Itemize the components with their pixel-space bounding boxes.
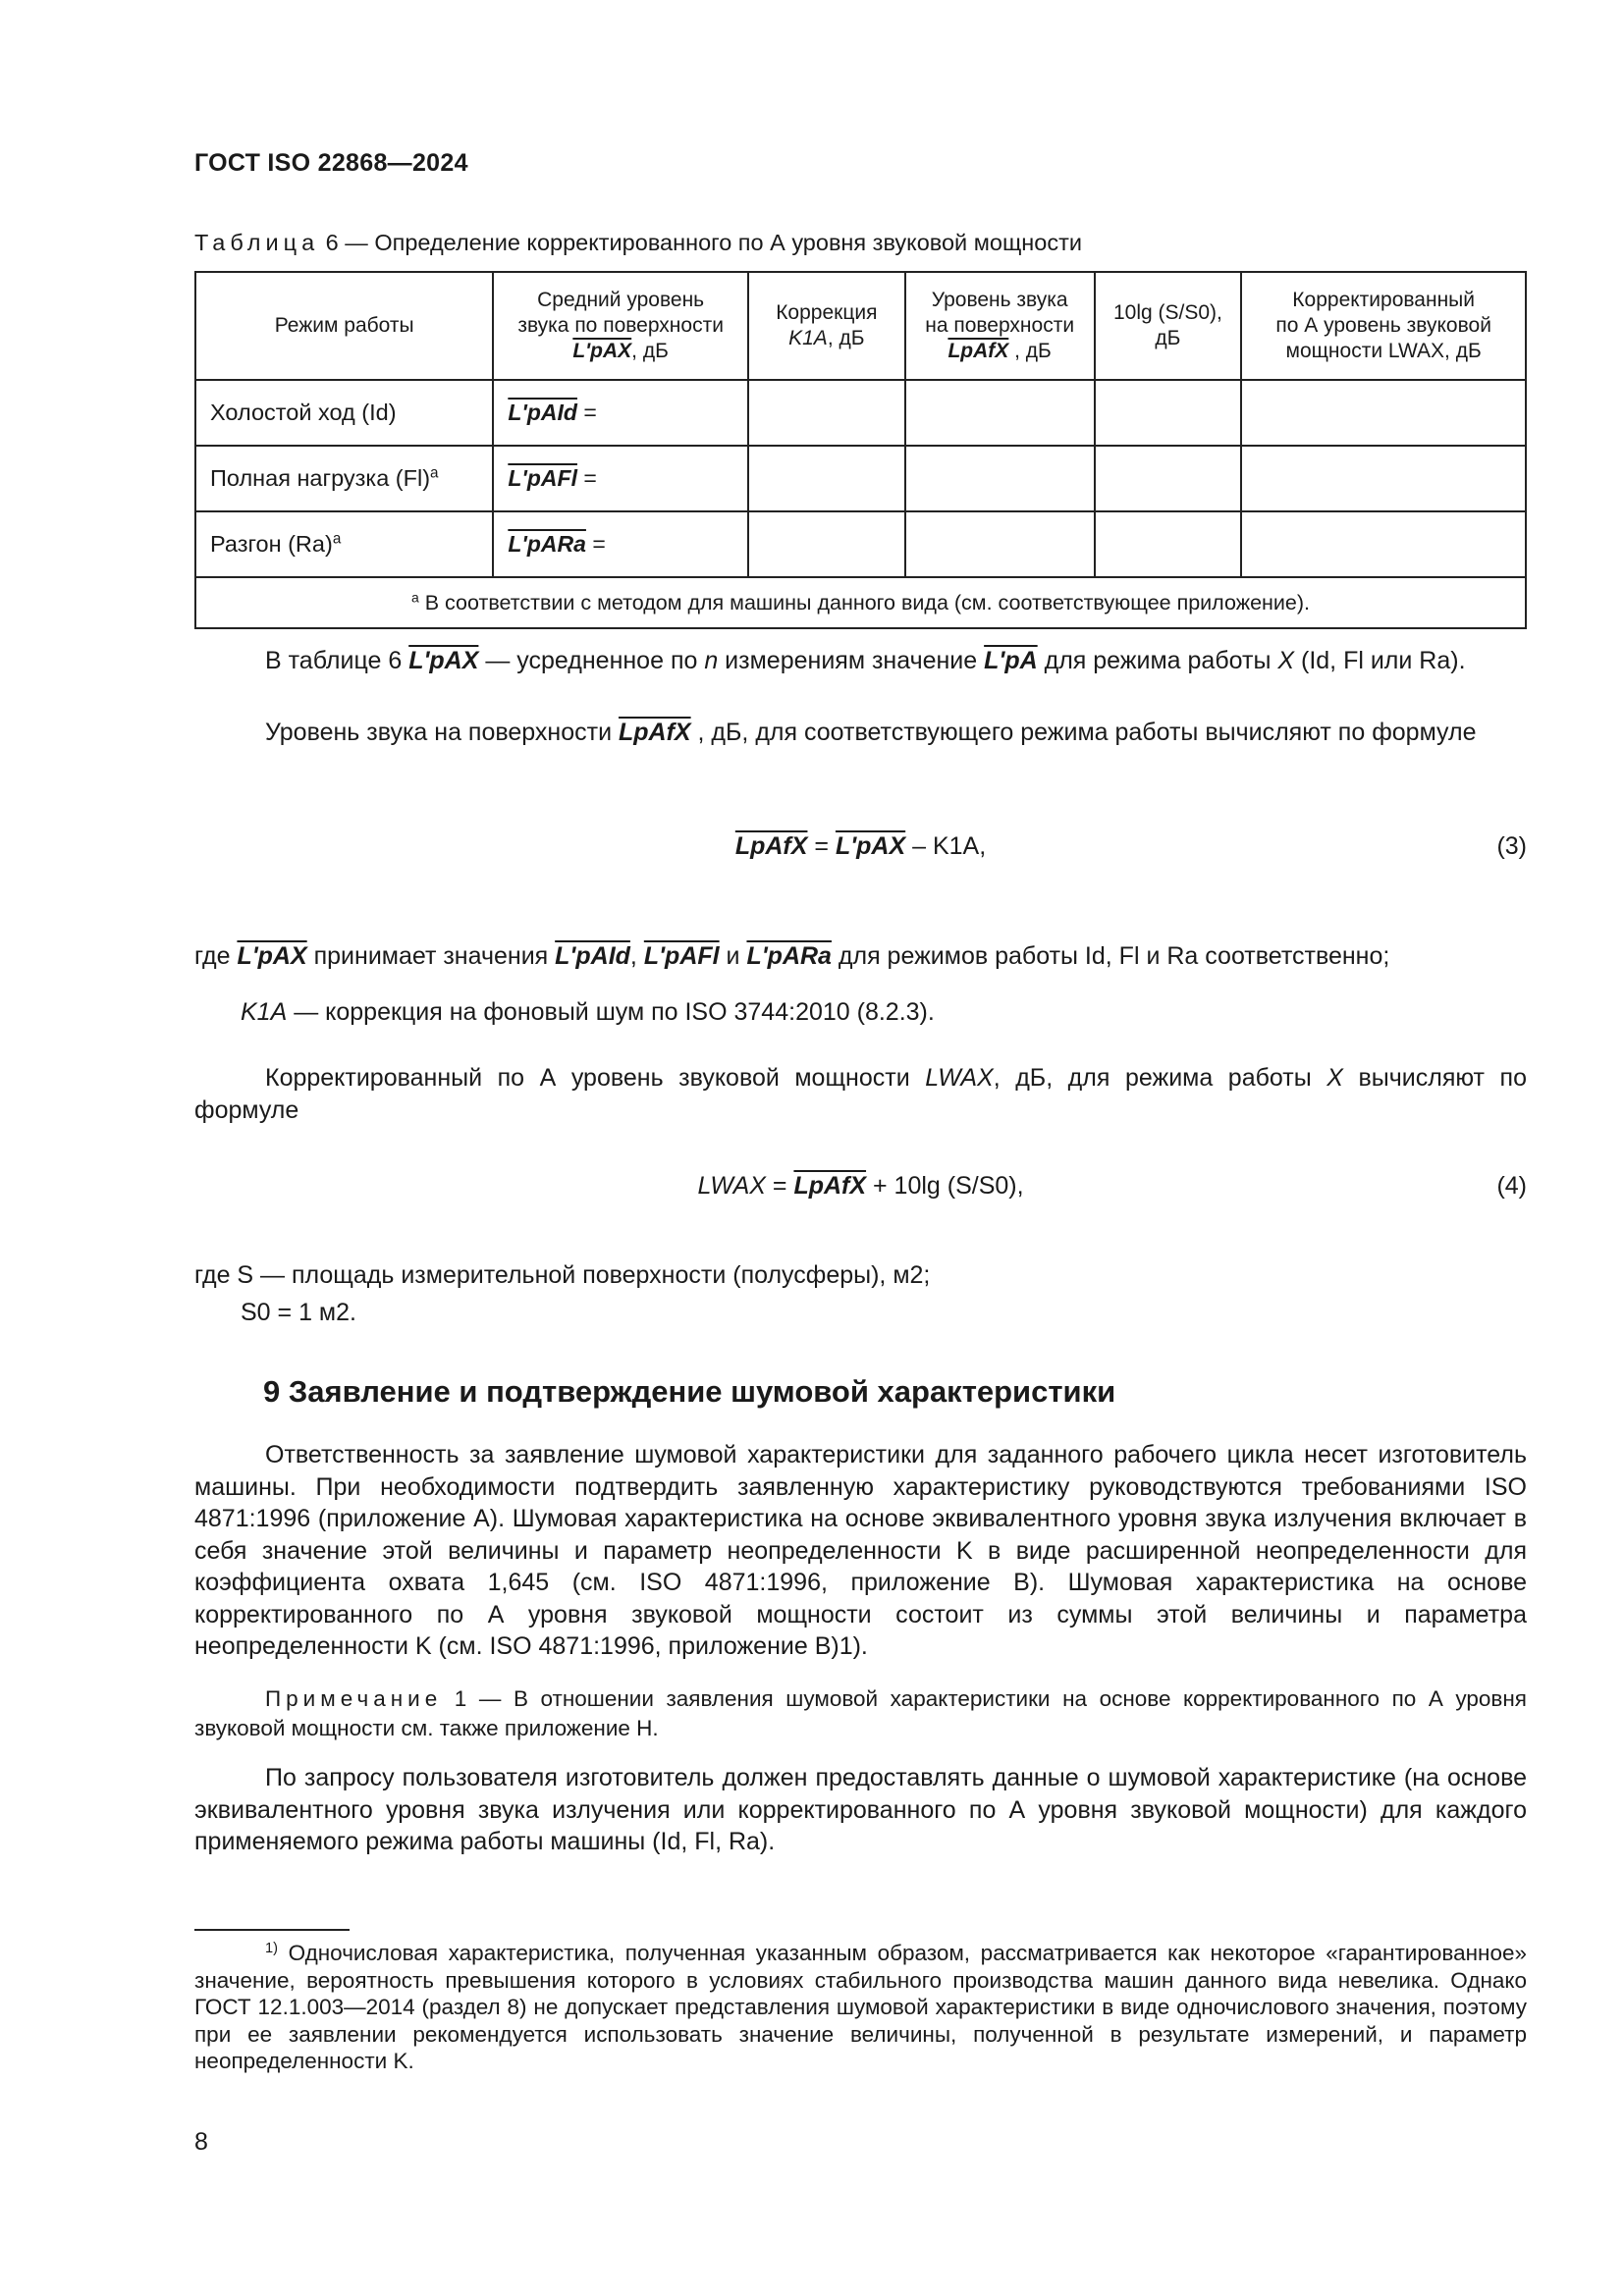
empty-cell — [1095, 446, 1242, 511]
table-caption-text: 6 — Определение корректированного по А уровня звуковой мощности — [319, 230, 1082, 255]
table-row — [195, 380, 1526, 446]
paragraph-s0-definition: S0 = 1 м2. — [241, 1299, 356, 1326]
section-9-note: Примечание 1 — В отношении заявления шумовой характеристики на основе корректированного по А уровня звуковой мощности см. также приложение Н. — [194, 1686, 1527, 1740]
table-footnote-row — [195, 577, 1526, 628]
row-mode-full-load: Полная нагрузка $(Fl)^a$ — [195, 446, 493, 511]
table-row — [195, 511, 1526, 577]
section-9-title: 9 Заявление и подтверждение шумовой характеристики — [263, 1374, 1116, 1409]
formula-3-number: (3) — [1496, 832, 1527, 860]
empty-cell — [905, 380, 1095, 446]
empty-cell — [1095, 380, 1242, 446]
table-caption-prefix: Таблица — [194, 230, 320, 255]
header-surface-level: Уровень звука на поверхности LpAfX , дБ — [905, 272, 1095, 380]
table-row — [195, 446, 1526, 511]
empty-cell — [1241, 380, 1526, 446]
paragraph-where-formula-3: где L'pAX принимает значения L'pAId, L'pAFl и L'pARa для режимов работы Id, Fl и Ra соответственно; — [194, 942, 1390, 970]
empty-cell — [748, 511, 905, 577]
header-correction: Коррекция K1A, дБ — [748, 272, 905, 380]
correction-symbol: K1A — [788, 327, 828, 349]
header-mode: Режим работы — [195, 272, 493, 380]
footnote: $^{1)}$ Одночисловая характеристика, полученная указанным образом, рассматривается как некоторое «гарантированное» значение, вероятность превышения которого в условиях стабильного производства машин данного вида невелика. Однако ГОСТ 12.1.003—2014 (раздел 8) не допускает представления шумовой характеристики в виде одночислового значения, поэтому при ее заявлении рекомендуется использовать значение величины, полученной в результате измерений, и параметр неопределенности K. — [194, 1940, 1527, 2073]
avg-level-symbol: L'pAX — [572, 340, 632, 362]
formula-3: LpAfX = L'pAX – K1A, (3) — [734, 832, 1527, 860]
formula-4-number: (4) — [1496, 1172, 1527, 1200]
header-avg-level: Средний уровень звука по поверхности L'pAX, дБ — [493, 272, 748, 380]
table-header-row — [195, 272, 1526, 380]
paragraph-corrected-power: Корректированный по А уровень звуковой мощности LWAX, дБ, для режима работы X вычисляют по формуле — [194, 1064, 1527, 1124]
table-6 — [194, 271, 1527, 629]
document-id-header: ГОСТ ISO 22868—2024 — [194, 149, 468, 177]
row-value-full-load: L'pAFl = — [493, 446, 748, 511]
empty-cell — [905, 446, 1095, 511]
row-mode-racing: Разгон $(Ra)^a$ — [195, 511, 493, 577]
section-9-paragraph-2: По запросу пользователя изготовитель должен предоставлять данные о шумовой характеристике (на основе эквивалентного уровня звука излучения или корректированного по А уровня звуковой мощности) для каждого применяемого режима работы машины (Id, Fl, Ra). — [194, 1764, 1527, 1855]
row-value-racing: L'pARa = — [493, 511, 748, 577]
table-caption — [194, 230, 1082, 256]
empty-cell — [1241, 511, 1526, 577]
row-value-idle: L'pAId = — [493, 380, 748, 446]
empty-cell — [1241, 446, 1526, 511]
row-mode-idle: Холостой ход (Id) — [195, 380, 493, 446]
surface-level-symbol: LpAfX — [947, 340, 1009, 362]
formula-4: LWAX = LpAfX + 10lg (S/S0), (4) — [697, 1172, 1527, 1200]
empty-cell — [748, 380, 905, 446]
empty-cell — [748, 446, 905, 511]
header-corrected-power: Корректированный по А уровень звуковой мощности LWAX, дБ — [1241, 272, 1526, 380]
page-number: 8 — [194, 2128, 208, 2156]
paragraph-where-formula-4: где S — площадь измерительной поверхности (полусферы), м2; — [194, 1261, 931, 1289]
paragraph-k1a-definition: K1A — коррекция на фоновый шум по ISO 3744:2010 (8.2.3). — [241, 998, 935, 1026]
section-9-paragraph-1: Ответственность за заявление шумовой характеристики для заданного рабочего цикла несет изготовитель машины. При необходимости подтвердить заявленную характеристику руководствуются требованиями ISO 4871:1996 (приложение А). Шумовая характеристика на основе эквивалентного уровня звука излучения включает в себя значение этой величины и параметр неопределенности K в виде расширенной неопределенности для коэффициента охвата 1,645 (см. ISO 4871:1996, приложение В). Шумовая характеристика на основе корректированного по А уровня звуковой мощности состоит из суммы этой величины и параметра неопределенности K (см. ISO 4871:1996, приложение В)1). — [194, 1441, 1527, 1660]
paragraph-table-explanation: В таблице 6 L'pAX — усредненное по n измерениям значение L'pA для режима работы X (Id, Fl или Ra). — [265, 647, 1466, 674]
empty-cell — [1095, 511, 1242, 577]
header-log-area: 10lg (S/S0), дБ — [1095, 272, 1242, 380]
empty-cell — [905, 511, 1095, 577]
table-footnote: $^a$ В соответствии с методом для машины данного вида (см. соответствующее приложение). — [195, 577, 1526, 628]
footnote-divider — [194, 1929, 350, 1931]
paragraph-surface-level: Уровень звука на поверхности LpAfX , дБ, для соответствующего режима работы вычисляют по формуле — [265, 719, 1477, 746]
